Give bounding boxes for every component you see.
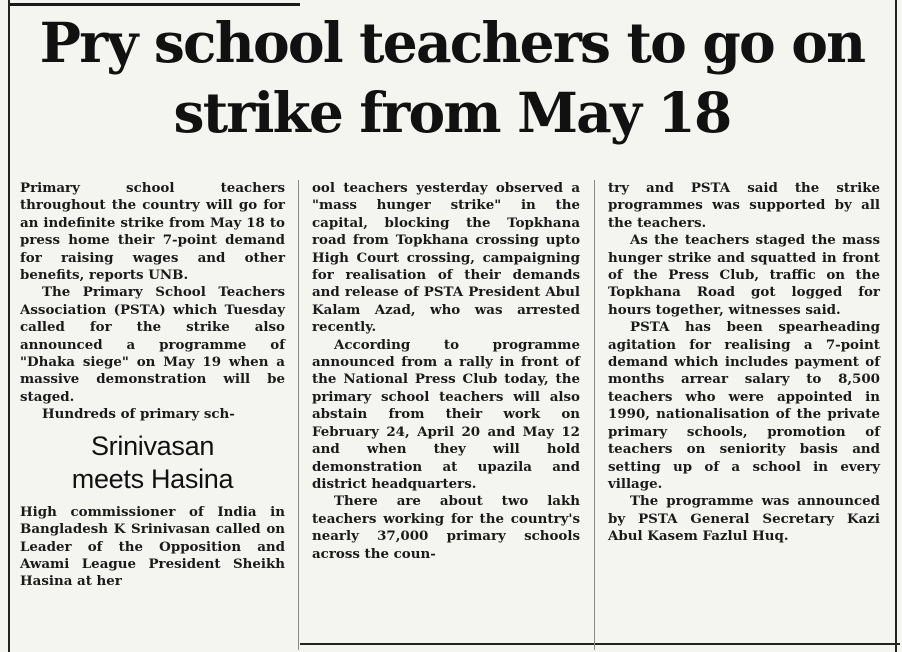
paragraph: The Primary School Teachers Association (PSTA) which Tuesday called for the strike also announced a programme of "Dhaka siege" on May 19 when a massive demonstration will be staged. [20, 284, 285, 405]
bottom-rule [300, 643, 900, 645]
article-column-2 [312, 180, 580, 563]
sidebar-paragraph: High commissioner of India in Bangladesh K Srinivasan called on Leader of the Opposition and Awami League President Sheikh Hasina at her [20, 503, 285, 590]
article-column-3 [608, 180, 880, 546]
paragraph: As the teachers staged the mass hunger strike and squatted in front of the Press Club, traffic on the Topkhana Road got logged for hours together, witnesses said. [608, 232, 880, 318]
paragraph: try and PSTA said the strike programmes was supported by all the teachers. [608, 180, 880, 231]
column-divider [594, 180, 595, 650]
column-divider [298, 180, 299, 650]
article-headline: Pry school teachers to go on strike from May 18 [39, 10, 865, 145]
frame-left-rule [8, 0, 10, 652]
paragraph: There are about two lakh teachers working for the country's nearly 37,000 primary schools across the coun- [312, 493, 580, 562]
frame-right-rule [895, 0, 897, 652]
paragraph: ool teachers yesterday observed a "mass hunger strike" in the capital, blocking the Topkhana road from Topkhana crossing upto High Court crossing, campaigning for realisation of their demands and release of PSTA President Abul Kalam Azad, who was arrested recently. [312, 180, 580, 336]
paragraph: Hundreds of primary sch- [42, 406, 235, 423]
paragraph: The programme was announced by PSTA General Secretary Kazi Abul Kasem Fazlul Huq. [608, 493, 880, 545]
paragraph: According to programme announced from a rally in front of the National Press Club today, the primary school teachers will also abstain from their work on February 24, April 20 and May 12 and when they will hold demonstration at upazila and district headquarters. [312, 336, 580, 492]
sidebar-headline [20, 430, 285, 496]
sidebar-headline-line: meets Hasina [71, 463, 234, 494]
paragraph: PSTA has been spearheading agitation for realising a 7-point demand which includes payment of months arrear salary to 8,500 teachers who were appointed in 1990, nationalisation of the private primary schools, promotion of teachers on seniority basis and setting up of a school in every village. [608, 319, 880, 492]
top-rule [10, 3, 300, 6]
sidebar-headline-line: Srinivasan [90, 430, 215, 461]
article-column-1 [20, 180, 285, 591]
paragraph: Primary school teachers throughout the country will go for an indefinite strike from May 18 to press home their 7-point demand for raising wages and other benefits, reports UNB. [20, 180, 285, 284]
